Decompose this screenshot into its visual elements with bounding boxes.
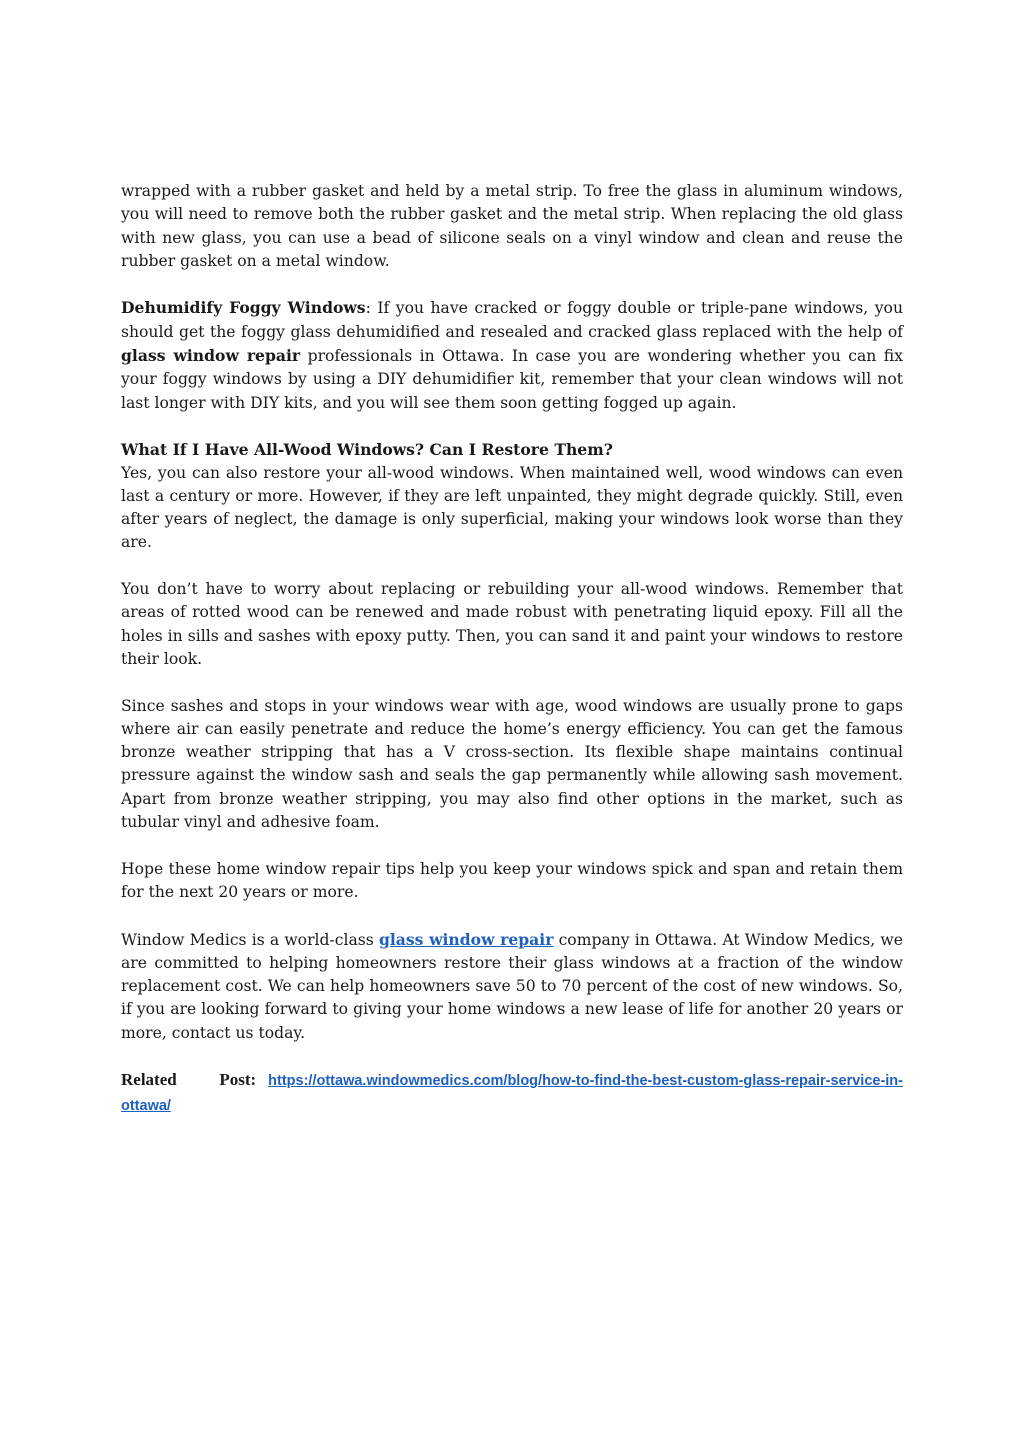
paragraph-restore-wood: Yes, you can also restore your all-wood windows. When maintained well, wood windows can even last a century or more. However, if they are left unpainted, they might degrade quickly. Still, even after years of neglect, the damage is only superficial, making your windows look worse than they are.	[121, 463, 903, 552]
paragraph-dehumidify	[121, 296, 903, 414]
related-post-link[interactable]: https://ottawa.windowmedics.com/blog/how-to-find-the-best-custom-glass-repair-service-in-ottawa/	[121, 1073, 903, 1114]
glass-window-repair-link[interactable]: glass window repair	[378, 929, 554, 949]
paragraph-weather-stripping: Since sashes and stops in your windows wear with age, wood windows are usually prone to gaps where air can easily penetrate and reduce the home’s energy efficiency. You can get the famous bronze weather stripping that has a V cross-section. Its flexible shape maintains continual pressure against the window sash and seals the gap permanently while allowing sash movement. Apart from bronze weather stripping, you may also find other options in the market, such as tubular vinyl and adhesive foam.	[121, 696, 903, 832]
dehumidify-bold-term: glass window repair	[121, 346, 301, 366]
dehumidify-heading: Dehumidify Foggy Windows	[121, 298, 366, 318]
section-heading-all-wood: What If I Have All-Wood Windows? Can I Restore Them?	[121, 440, 613, 460]
medics-text-2: company in Ottawa. At Window Medics, we are committed to helping homeowners restore their glass windows at a fraction of the window replacement cost. We can help homeowners save 50 to 70 percent of the cost of new windows. So, if you are looking forward to giving your home windows a new lease of life for another 20 years or more, contact us today.	[121, 930, 903, 1042]
paragraph-rotted-wood: You don’t have to worry about replacing or rebuilding your all-wood windows. Remember that areas of rotted wood can be renewed and made robust with penetrating liquid epoxy. Fill all the holes in sills and sashes with epoxy putty. Then, you can sand it and paint your windows to restore their look.	[121, 580, 903, 668]
paragraph-window-medics	[121, 928, 903, 1045]
related-post	[121, 1068, 903, 1118]
related-post-label: Related Post:	[121, 1070, 257, 1090]
paragraph-hope: Hope these home window repair tips help you keep your windows spick and span and retain them for the next 20 years or more.	[121, 859, 903, 901]
dehumidify-text-2: professionals in Ottawa. In case you are wondering whether you can fix your foggy windows by using a DIY dehumidifier kit, remember that your clean windows will not last longer with DIY kits, and you will see them soon getting fogged up again.	[121, 347, 903, 412]
paragraph-gasket: wrapped with a rubber gasket and held by a metal strip. To free the glass in aluminum windows, you will need to remove both the rubber gasket and the metal strip. When replacing the old glass with new glass, you can use a bead of silicone seals on a vinyl window and clean and reuse the rubber gasket on a metal window.	[121, 182, 903, 270]
document-page	[121, 180, 903, 1141]
medics-text-1: Window Medics is a world-class	[121, 930, 379, 949]
dehumidify-text-1: : If you have cracked or foggy double or triple-pane windows, you should get the foggy glass dehumidified and resealed and cracked glass replaced with the help of	[121, 299, 903, 341]
